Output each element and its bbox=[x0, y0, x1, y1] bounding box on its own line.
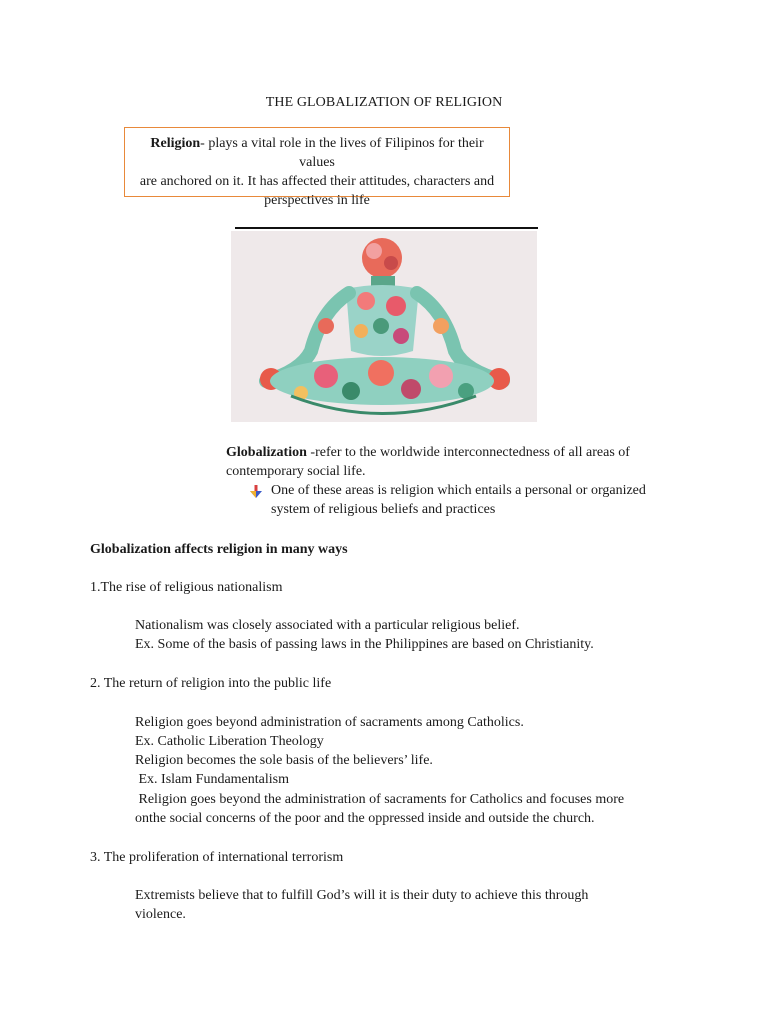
bullet-line1: One of these areas is religion which entails a personal or organized bbox=[271, 483, 646, 498]
point-2-line-4: Ex. Islam Fundamentalism bbox=[135, 772, 289, 787]
section-heading: Globalization affects religion in many ways bbox=[90, 542, 348, 557]
religion-definition-line3: perspectives in life bbox=[264, 193, 370, 208]
religion-definition-text: - plays a vital role in the lives of Filipinos for their values bbox=[200, 136, 484, 170]
globalization-definition bbox=[226, 443, 696, 481]
point-3-line-1: Extremists believe that to fulfill God’s will it is their duty to achieve this through bbox=[135, 888, 589, 903]
point-2-line-2: Ex. Catholic Liberation Theology bbox=[135, 734, 324, 749]
point-3-heading: 3. The proliferation of international terrorism bbox=[90, 850, 344, 865]
globalization-term: Globalization bbox=[226, 445, 307, 460]
religion-definition-line1 bbox=[135, 134, 499, 172]
globalization-line1 bbox=[226, 443, 696, 462]
image-top-rule bbox=[235, 227, 538, 229]
meditation-figure-image bbox=[231, 231, 537, 422]
point-1-line-1: Nationalism was closely associated with a particular religious belief. bbox=[135, 618, 520, 633]
point-2-heading: 2. The return of religion into the public life bbox=[90, 676, 332, 691]
arrow-down-bullet-icon bbox=[248, 484, 264, 500]
point-3-line-2: violence. bbox=[135, 907, 186, 922]
floral-figure-illustration bbox=[231, 231, 537, 422]
point-2-line-6: onthe social concerns of the poor and the oppressed inside and outside the church. bbox=[135, 811, 595, 826]
point-2-line-5: Religion goes beyond the administration of sacraments for Catholics and focuses more bbox=[135, 792, 625, 807]
point-2-line-3: Religion becomes the sole basis of the believers’ life. bbox=[135, 753, 433, 768]
page-title: THE GLOBALIZATION OF RELIGION bbox=[265, 95, 503, 110]
point-1-line-2: Ex. Some of the basis of passing laws in the Philippines are based on Christianity. bbox=[135, 637, 594, 652]
religion-definition-box bbox=[124, 127, 510, 208]
religion-term: Religion bbox=[150, 136, 201, 151]
globalization-text: -refer to the worldwide interconnectedness of all areas of bbox=[306, 445, 630, 460]
religion-definition-line2: are anchored on it. It has affected their attitudes, characters and bbox=[139, 174, 495, 189]
globalization-line2: contemporary social life. bbox=[226, 464, 366, 479]
globalization-bullet bbox=[271, 481, 691, 519]
point-2-line-1: Religion goes beyond administration of sacraments among Catholics. bbox=[135, 715, 524, 730]
point-1-heading: 1.The rise of religious nationalism bbox=[90, 580, 283, 595]
bullet-line2: system of religious beliefs and practices bbox=[271, 502, 496, 517]
